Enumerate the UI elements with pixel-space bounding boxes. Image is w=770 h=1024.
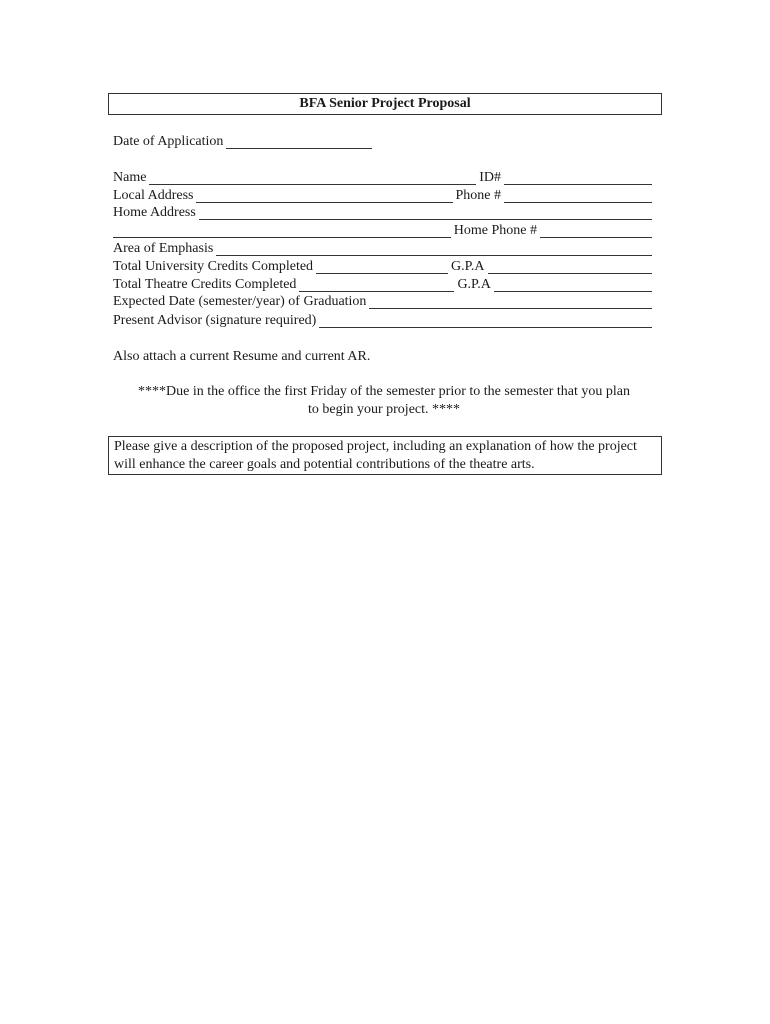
date-of-application-label: Date of Application: [113, 134, 224, 149]
area-of-emphasis-row: [113, 240, 655, 258]
local-address-row: [113, 187, 655, 205]
date-of-application-row: [113, 133, 375, 151]
home-phone-label: Home Phone #: [453, 223, 537, 238]
local-address-field[interactable]: [196, 189, 452, 203]
area-of-emphasis-field[interactable]: [216, 242, 652, 256]
id-label: ID#: [479, 170, 501, 185]
name-label: Name: [113, 170, 147, 185]
university-credits-field[interactable]: [316, 260, 448, 274]
local-address-label: Local Address: [113, 188, 194, 203]
project-description-box[interactable]: [108, 436, 662, 475]
university-gpa-field[interactable]: [488, 260, 652, 274]
home-address-label: Home Address: [113, 205, 196, 220]
theatre-credits-row: [113, 276, 655, 294]
form-title: BFA Senior Project Proposal: [108, 93, 662, 115]
home-address-field-continued[interactable]: [113, 224, 451, 238]
theatre-credits-field[interactable]: [299, 278, 454, 292]
home-address-row: [113, 204, 655, 222]
area-of-emphasis-label: Area of Emphasis: [113, 241, 214, 256]
date-of-application-field[interactable]: [226, 135, 372, 149]
expected-graduation-row: [113, 293, 655, 311]
university-credits-row: [113, 258, 655, 276]
attach-note: Also attach a current Resume and current AR.: [113, 349, 371, 364]
name-field[interactable]: [149, 171, 476, 185]
theatre-credits-label: Total Theatre Credits Completed: [113, 277, 297, 292]
id-field[interactable]: [504, 171, 652, 185]
phone-field[interactable]: [504, 189, 652, 203]
name-id-row: [113, 169, 655, 187]
due-note-line-1: ****Due in the office the first Friday of the semester prior to the semester that you plan: [138, 384, 630, 399]
present-advisor-label: Present Advisor (signature required): [113, 313, 317, 328]
project-description-prompt: Please give a description of the proposed project, including an explanation of how the project will enhance the career goals and potential contributions of the theatre arts.: [114, 439, 637, 472]
expected-graduation-field[interactable]: [369, 295, 652, 309]
home-phone-row: [113, 222, 655, 240]
present-advisor-signature-field[interactable]: [319, 314, 652, 328]
present-advisor-row: [113, 312, 655, 330]
university-credits-label: Total University Credits Completed: [113, 259, 314, 274]
theatre-gpa-label: G.P.A: [457, 277, 491, 292]
university-gpa-label: G.P.A: [451, 259, 485, 274]
phone-label: Phone #: [455, 188, 501, 203]
expected-graduation-label: Expected Date (semester/year) of Graduation: [113, 294, 367, 309]
due-note-line-2: to begin your project. ****: [307, 402, 461, 417]
home-address-field[interactable]: [199, 206, 652, 220]
home-phone-field[interactable]: [540, 224, 652, 238]
theatre-gpa-field[interactable]: [494, 278, 652, 292]
